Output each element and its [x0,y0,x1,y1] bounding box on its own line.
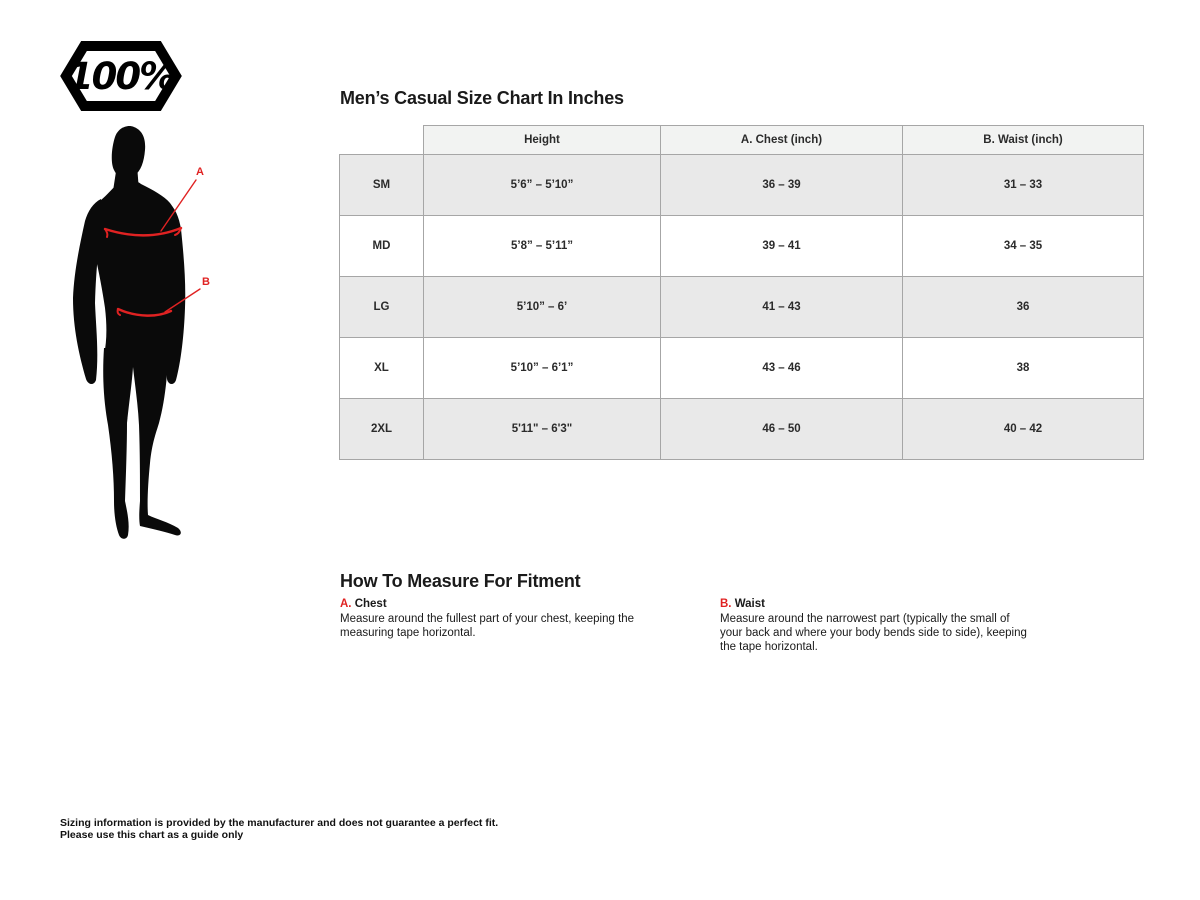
measure-label: Chest [354,598,387,610]
waist-cell: 40 – 42 [903,399,1144,460]
disclaimer-line-1: Sizing information is provided by the manufacturer and does not guarantee a perfect fit. [60,817,499,829]
measure-item-heading [720,598,1032,610]
table-row-sm [340,155,1144,216]
size-cell: XL [340,338,424,399]
waist-label-b: B [202,276,210,288]
measure-letter: A. [340,598,352,610]
chest-label-a: A [196,166,204,178]
measure-item-text: Measure around the narrowest part (typically the small of your back and where your body bends side to side), keeping the tape horizontal. [720,613,1027,653]
measure-label: Waist [734,598,765,610]
measure-item-chest [340,598,662,640]
waist-cell: 38 [903,338,1144,399]
height-cell: 5'11" – 6'3" [424,399,661,460]
column-header-height: Height [424,126,661,155]
table-row-xl [340,338,1144,399]
corner-cell [340,126,424,155]
measure-item-heading [340,598,662,610]
measure-section-title: How To Measure For Fitment [340,571,581,591]
table-row-2xl [340,399,1144,460]
chest-cell: 46 – 50 [661,399,903,460]
chest-cell: 39 – 41 [661,216,903,277]
disclaimer-line-2: Please use this chart as a guide only [60,829,244,841]
size-cell: MD [340,216,424,277]
size-cell: SM [340,155,424,216]
measure-item-waist [720,598,1032,654]
logo-text: 100% [67,55,175,98]
man-silhouette [73,126,185,539]
size-chart-table [339,125,1144,460]
sizing-disclaimer [60,817,498,841]
column-header-waist: B. Waist (inch) [903,126,1144,155]
size-cell: LG [340,277,424,338]
waist-cell: 34 – 35 [903,216,1144,277]
table-row-lg [340,277,1144,338]
header-row [340,126,1144,155]
measure-letter: B. [720,598,732,610]
waist-cell: 31 – 33 [903,155,1144,216]
height-cell: 5’10” – 6’ [424,277,661,338]
measure-item-text: Measure around the fullest part of your chest, keeping the measuring tape horizontal. [340,613,635,639]
chest-cell: 43 – 46 [661,338,903,399]
chest-cell: 36 – 39 [661,155,903,216]
height-cell: 5’6” – 5’10” [424,155,661,216]
height-cell: 5’10” – 6’1” [424,338,661,399]
body-measurement-diagram [63,123,215,547]
column-header-chest: A. Chest (inch) [661,126,903,155]
size-chart-title: Men’s Casual Size Chart In Inches [340,88,624,108]
height-cell: 5’8” – 5’11” [424,216,661,277]
chest-cell: 41 – 43 [661,277,903,338]
brand-logo-icon [60,40,182,112]
size-cell: 2XL [340,399,424,460]
table-row-md [340,216,1144,277]
waist-cell: 36 [903,277,1144,338]
